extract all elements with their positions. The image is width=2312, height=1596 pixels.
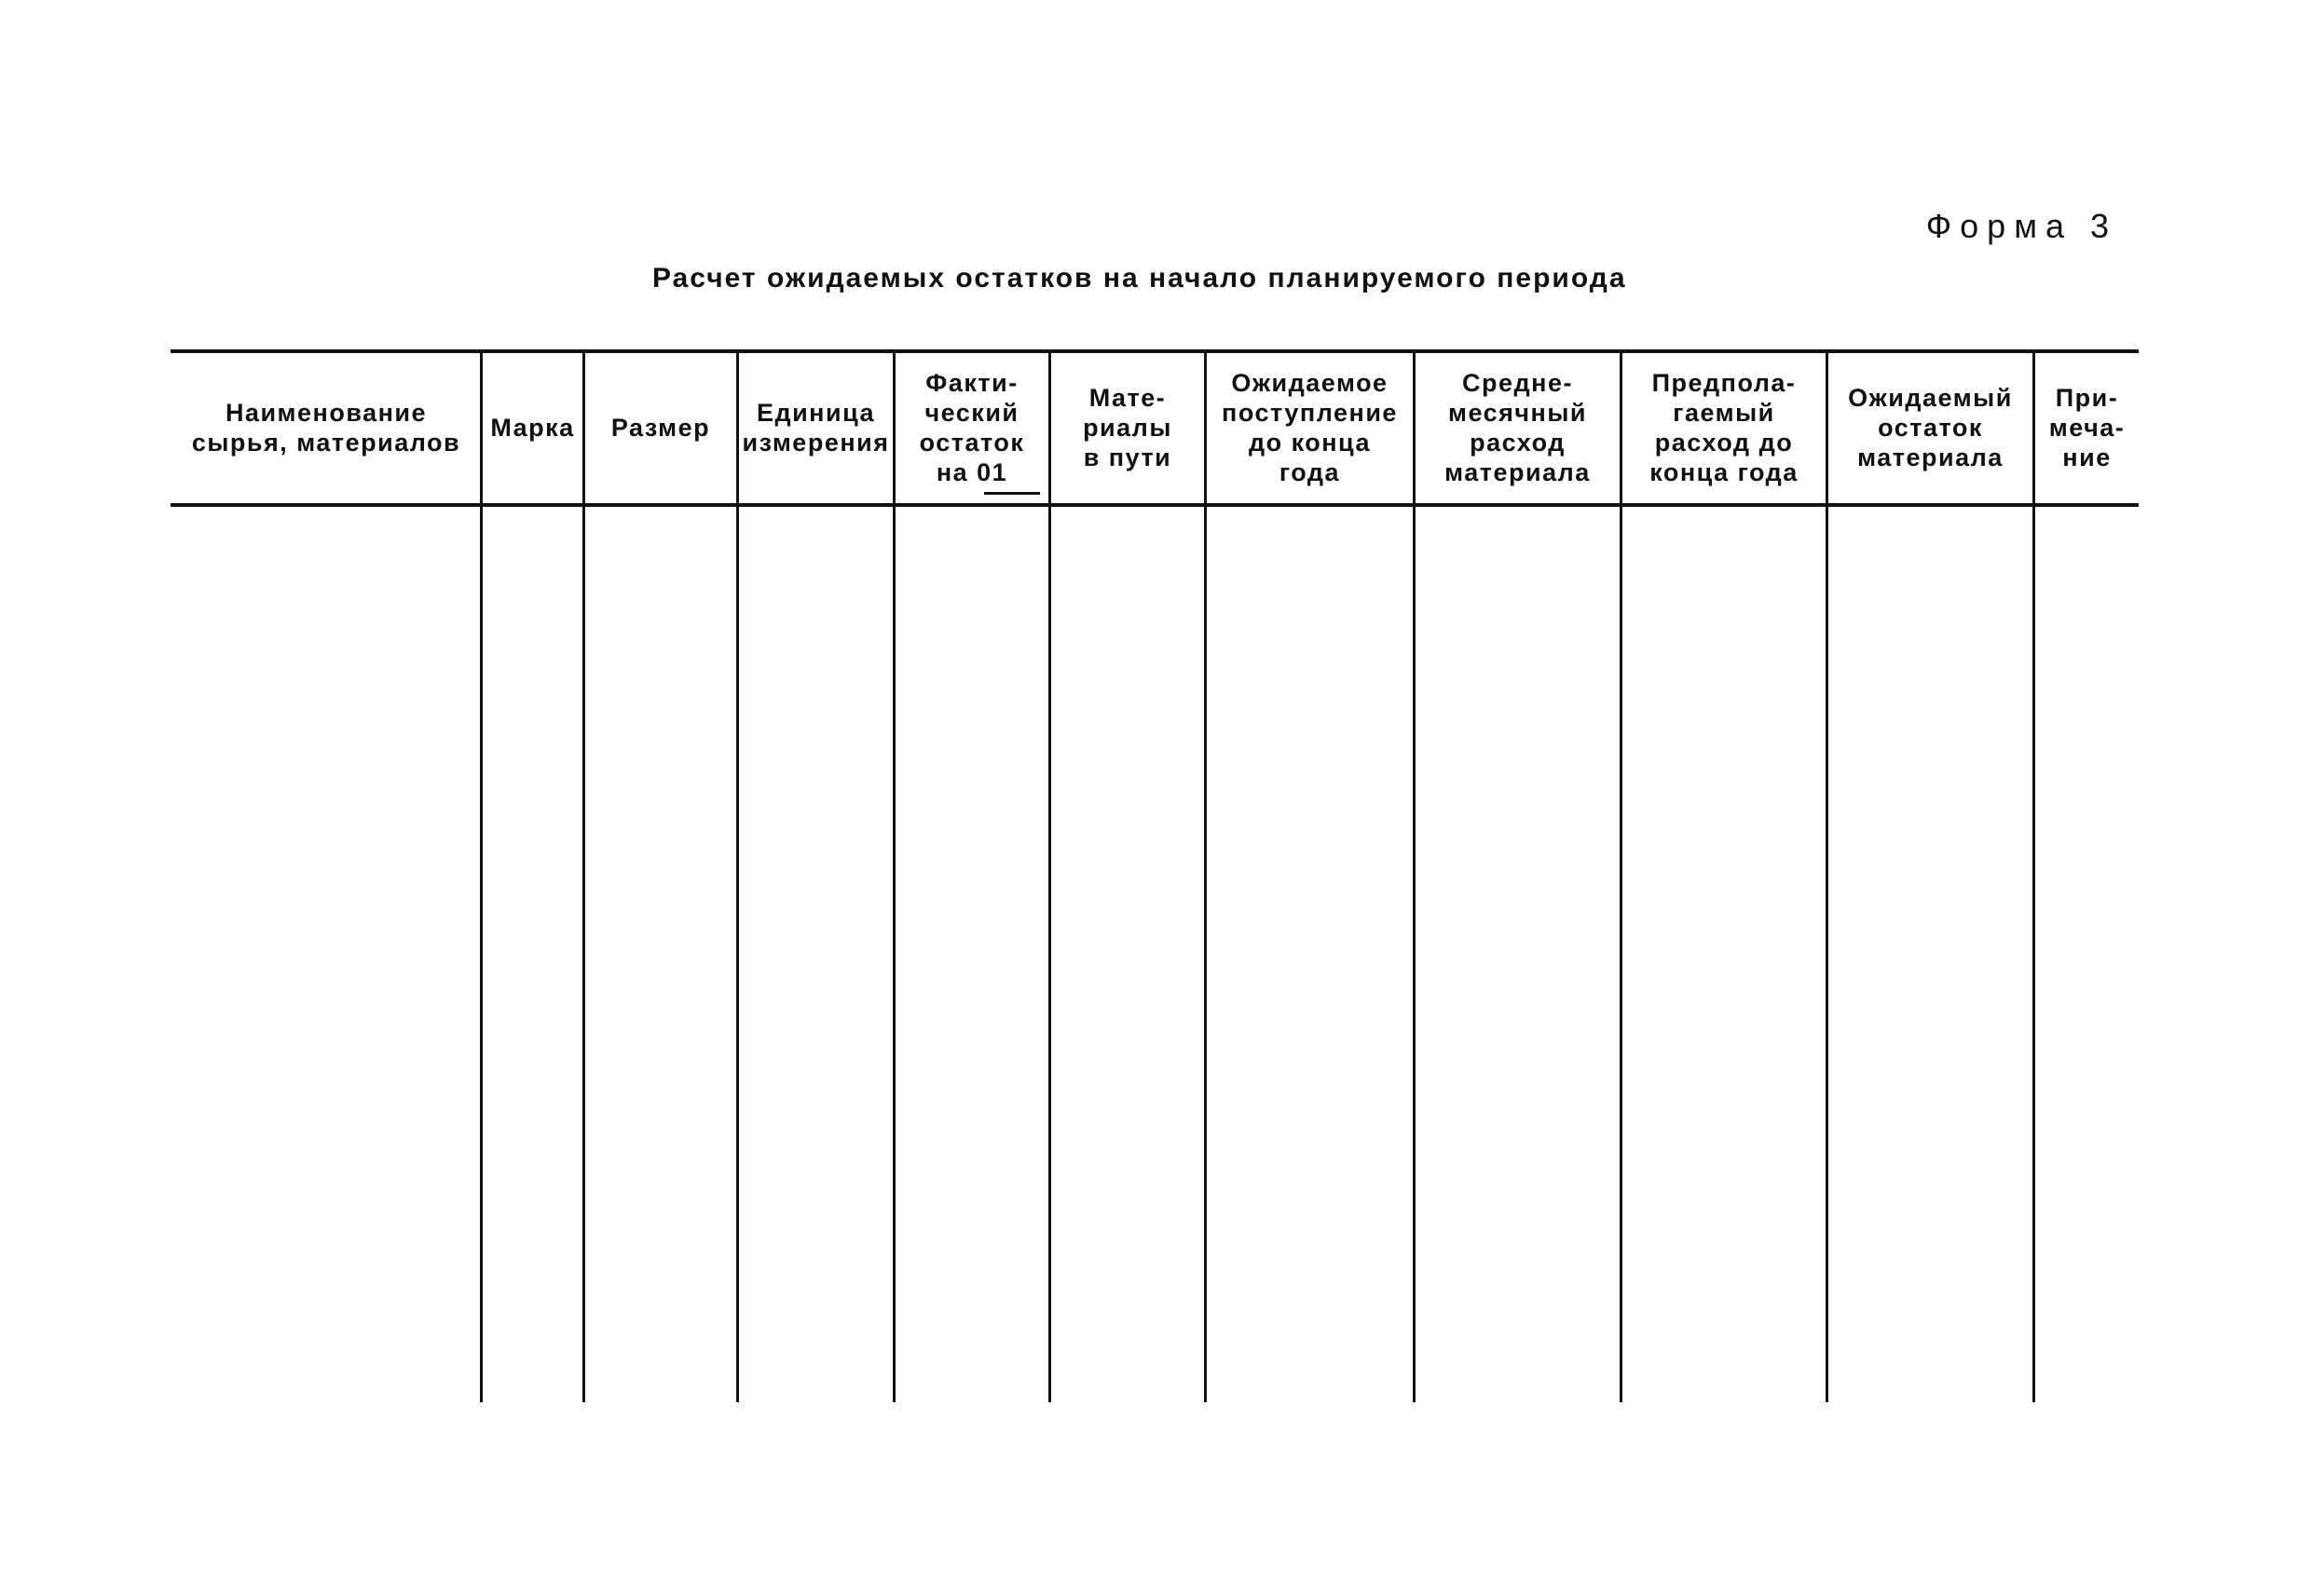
header-brand-label: Марка: [490, 414, 575, 442]
header-brand: [483, 354, 582, 501]
document-title: Расчет ожидаемых остатков на начало планируемого периода: [652, 263, 1627, 293]
column-divider: [1620, 351, 1622, 1402]
column-divider: [1048, 351, 1051, 1402]
header-unit: [739, 354, 893, 501]
column-divider: [736, 351, 739, 1402]
header-expected-receipt-label: Ожидаемое поступление до конца года: [1222, 369, 1398, 486]
header-size-label: Размер: [610, 414, 711, 442]
date-blank-line: [984, 492, 1040, 495]
header-in-transit: [1051, 354, 1204, 501]
form-label: Форма 3: [1925, 207, 2117, 245]
header-expected-consumption-label: Предпола- гаемый расход до конца года: [1649, 369, 1799, 486]
header-size: [585, 354, 736, 501]
header-name-label: Наименование сырья, материалов: [191, 399, 461, 457]
header-in-transit-label: Мате- риалы в пути: [1083, 384, 1172, 471]
header-note: [2035, 354, 2139, 501]
header-unit-label: Единица измерения: [742, 399, 890, 457]
column-divider: [1204, 351, 1207, 1402]
table-top-rule: [171, 349, 2139, 353]
header-monthly-consumption-label: Средне- месячный расход материала: [1444, 369, 1591, 486]
header-actual-remainder: [896, 354, 1048, 501]
column-divider: [480, 351, 483, 1402]
header-expected-remainder-label: Ожидаемый остаток материала: [1848, 384, 2013, 471]
header-actual-remainder-label: Факти- ческий остаток на 01: [919, 369, 1025, 486]
column-divider: [1413, 351, 1416, 1402]
header-note-label: При- меча- ние: [2048, 384, 2126, 471]
header-expected-remainder: [1828, 354, 2032, 501]
column-divider: [893, 351, 896, 1402]
header-expected-consumption: [1622, 354, 1826, 501]
column-divider: [1826, 351, 1828, 1402]
header-monthly-consumption: [1416, 354, 1620, 501]
header-bottom-rule: [171, 503, 2139, 507]
column-divider: [582, 351, 585, 1402]
header-name: [172, 354, 480, 501]
column-divider: [2032, 351, 2035, 1402]
header-expected-receipt: [1207, 354, 1413, 501]
